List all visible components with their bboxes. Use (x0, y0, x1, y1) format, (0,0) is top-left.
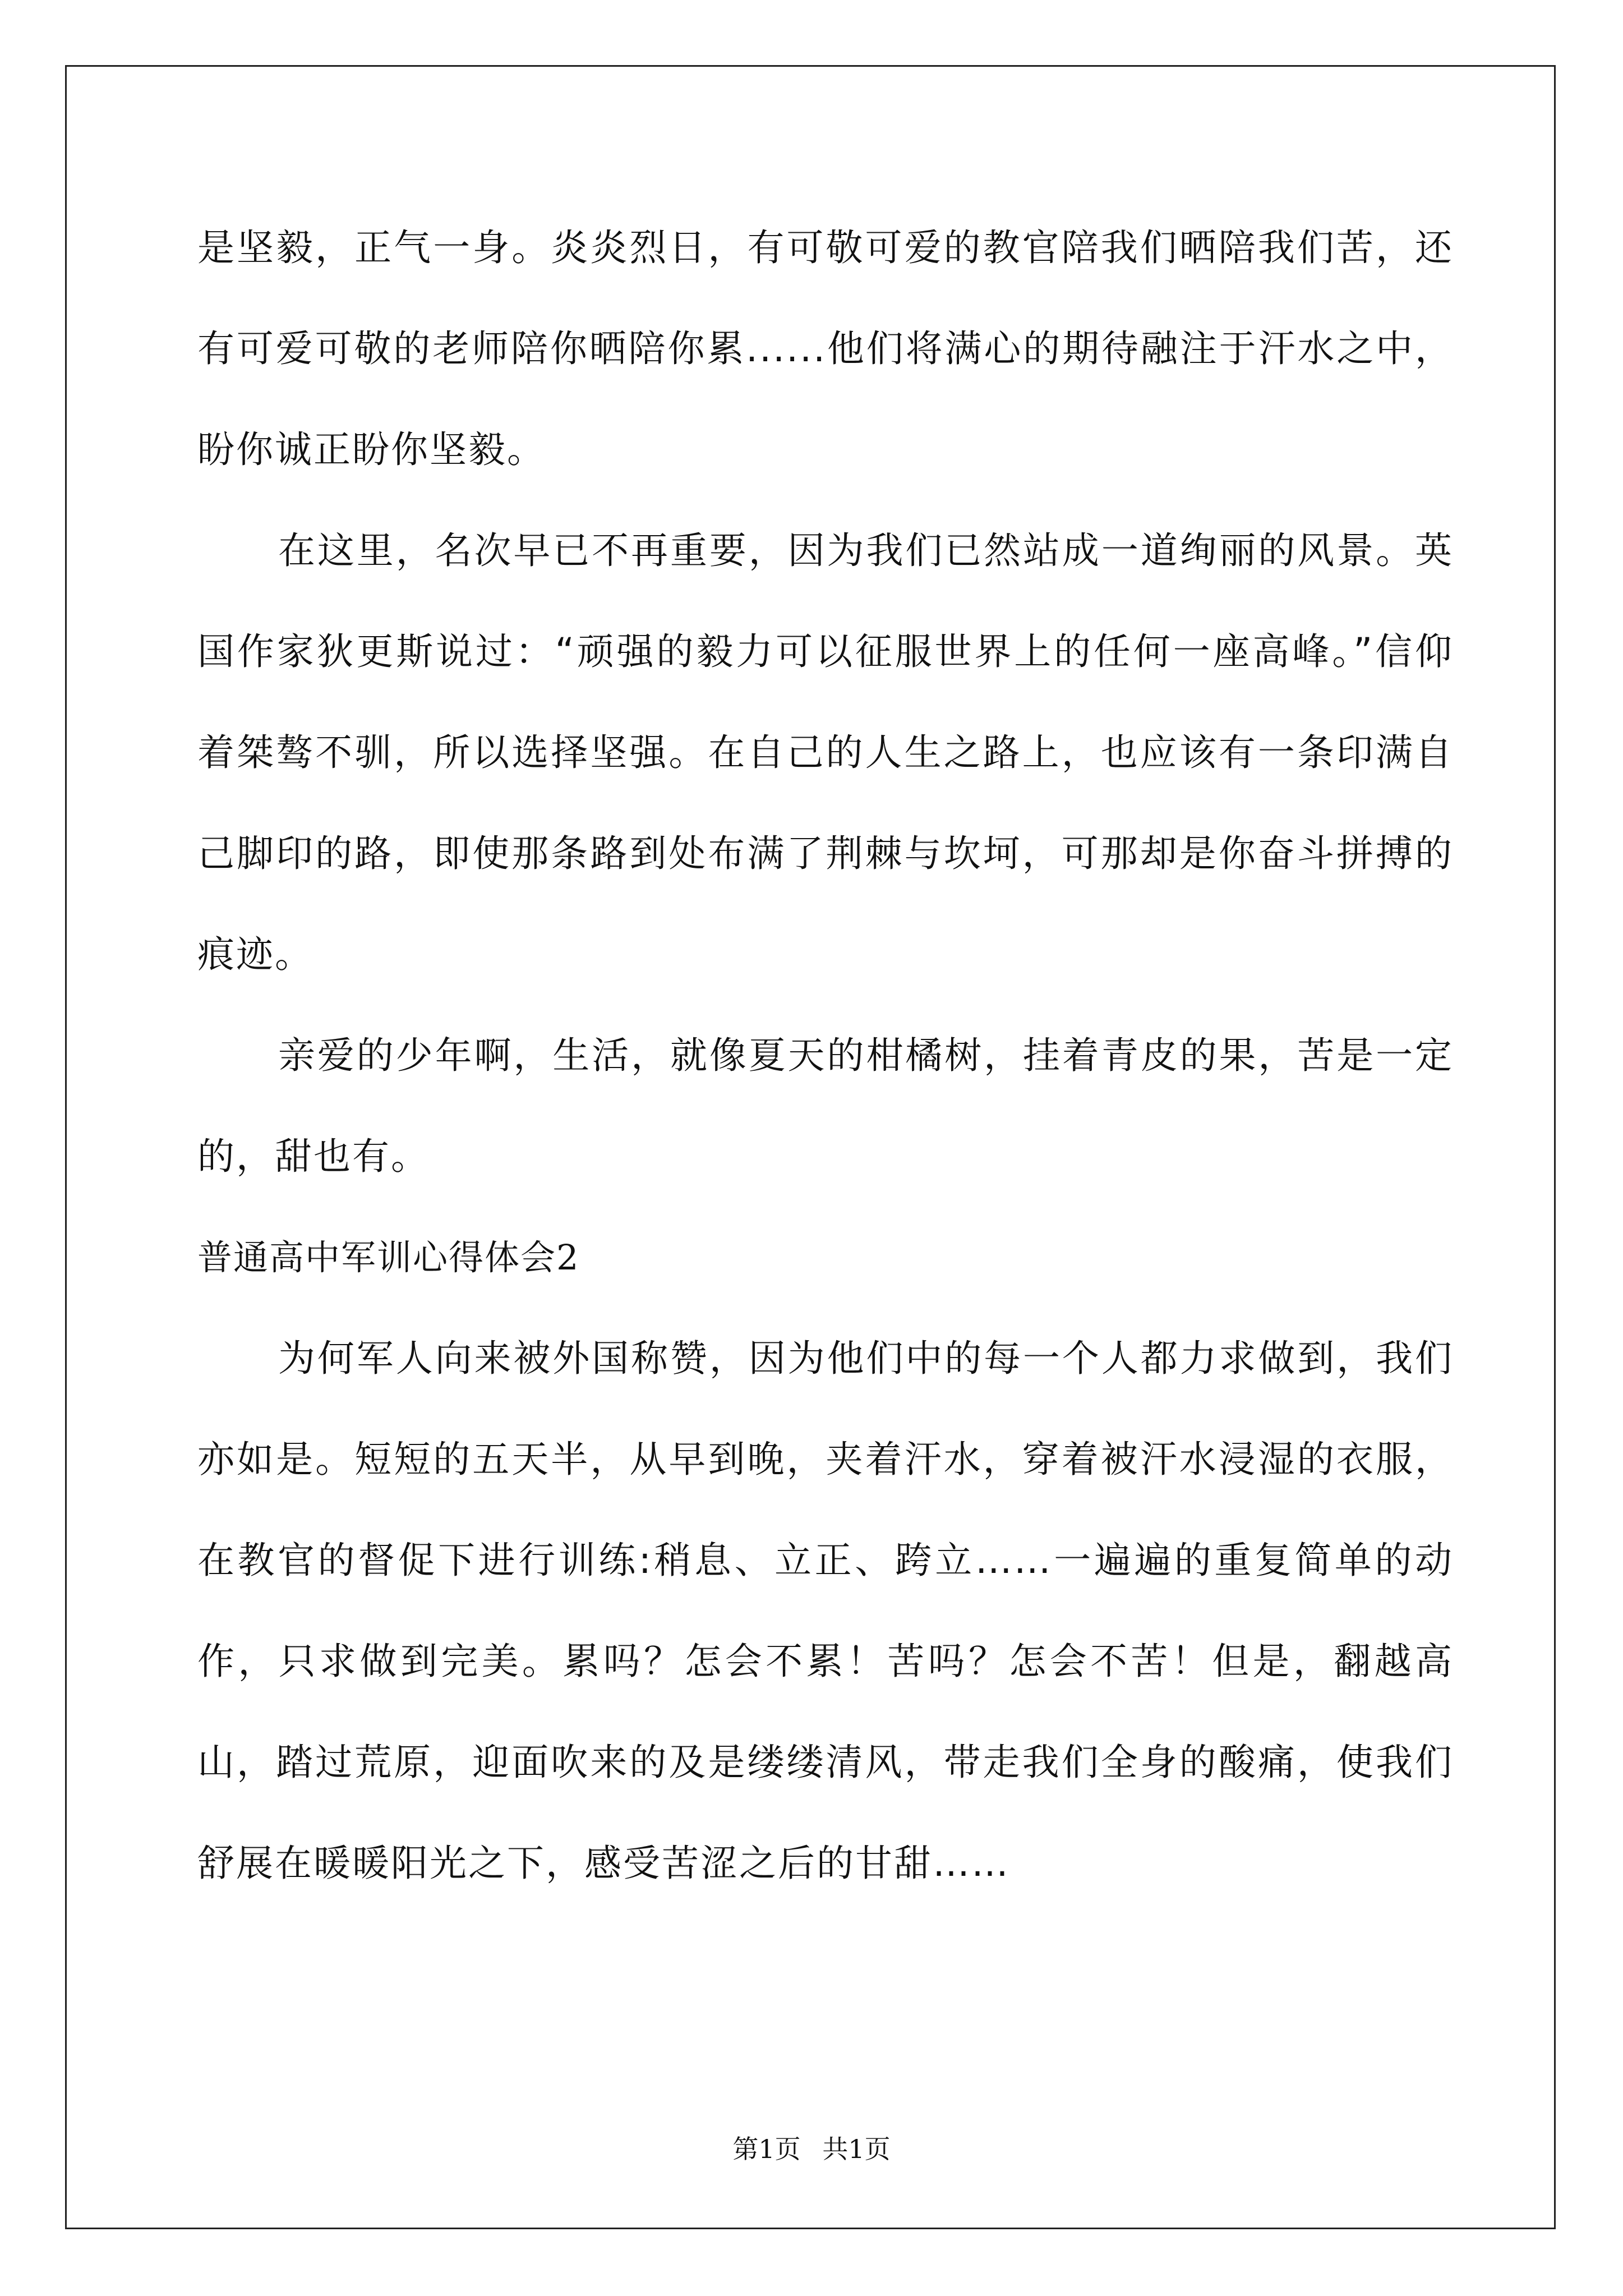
page-total: 共1页 (822, 2134, 891, 2164)
page-footer (0, 2129, 1623, 2166)
paragraph-3: 亲爱的少年啊，生活，就像夏天的柑橘树，挂着青皮的果，苦是一定的，甜也有。 (197, 1034, 1454, 1178)
section-heading: 普通高中军训心得体会2 (197, 1237, 580, 1278)
document-body (197, 197, 1454, 1914)
paragraph-4: 为何军人向来被外国称赞，因为他们中的每一个人都力求做到，我们亦如是。短短的五天半，从早到晚，夹着汗水，穿着被汗水浸湿的衣服，在教官的督促下进行训练:稍息、立正、跨立……一遍遍的重复简单的动作，只求做到完美。累吗？怎会不累！苦吗？怎会不苦！但是，翻越高山，踏过荒原，迎面吹来的及是缕缕清风，带走我们全身的酸痛，使我们舒展在暖暖阳光之下，感受苦涩之后的甘甜…… (197, 1337, 1454, 1885)
paragraph-2: 在这里，名次早已不再重要，因为我们已然站成一道绚丽的风景。英国作家狄更斯说过：“顽强的毅力可以征服世界上的任何一座高峰。”信仰着桀骜不驯，所以选择坚强。在自己的人生之路上，也应该有一条印满自己脚印的路，即使那条路到处布满了荆棘与坎坷，可那却是你奋斗拼搏的痕迹。 (197, 529, 1454, 976)
paragraph-1: 是坚毅，正气一身。炎炎烈日，有可敬可爱的教官陪我们晒陪我们苦，还有可爱可敬的老师陪你晒陪你累......他们将满心的期待融注于汗水之中，盼你诚正盼你坚毅。 (197, 226, 1454, 471)
page-number: 第1页 (732, 2134, 801, 2164)
